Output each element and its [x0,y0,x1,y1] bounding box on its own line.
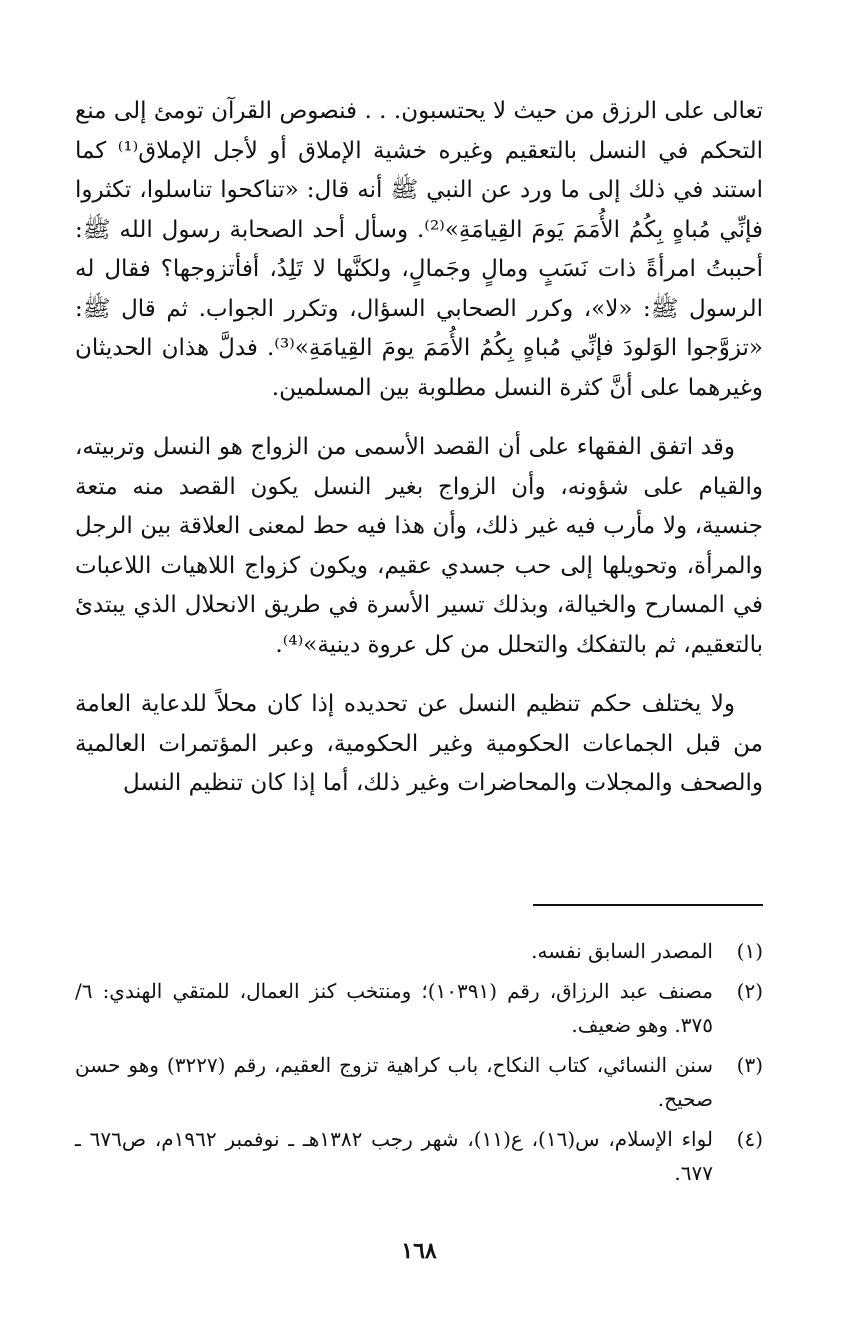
footnote-text: لواء الإسلام، س(١٦)، ع(١١)، شهر رجب ١٣٨٢هـ ـ نوفمبر ١٩٦٢م، ص٦٧٦ ـ ٦٧٧. [75,1127,713,1185]
page-number: ١٦٨ [401,1238,437,1264]
paragraph-1: تعالى على الرزق من حيث لا يحتسبون. . . فنصوص القرآن تومئ إلى منع التحكم في النسل بالتعقيم وغيره خشية الإملاق أو لأجل الإملاق⁽¹⁾ كما استند في ذلك إلى ما ورد عن النبي ﷺ أنه قال: «تناكحوا تناسلوا، تكثروا فإنِّي مُباهٍ بِكُمُ الأُمَمَ يَومَ القِيامَةِ»⁽²⁾. وسأل أحد الصحابة رسول الله ﷺ: أحببتُ امرأةً ذات نَسَبٍ ومالٍ وجَمالٍ، ولكنَّها لا تَلِدُ، أفأتزوجها؟ فقال له الرسول ﷺ: «لا»، وكرر الصحابي السؤال، وتكرر الجواب. ثم قال ﷺ: «تزوَّجوا الوَلودَ فإنِّي مُباهٍ بِكُمُ الأُمَمَ يومَ القِيامَةِ»⁽³⁾. فدلَّ هذان الحديثان وغيرهما على أنَّ كثرة النسل مطلوبة بين المسلمين. [75,98,763,401]
footnote-number: (٣) [736,1053,763,1077]
footnotes [75,934,763,1196]
footnote-number: (١) [736,939,763,963]
footnote-number: (٤) [736,1127,763,1151]
main-text [75,92,763,804]
page-content [75,92,763,1264]
footnote-number: (٢) [736,979,763,1003]
footnote-text: المصدر السابق نفسه. [531,939,713,963]
footnote-item [75,974,763,1042]
footnote-item [75,1122,763,1190]
footnote-item [75,1048,763,1116]
paragraph-2: وقد اتفق الفقهاء على أن القصد الأسمى من الزواج هو النسل وتربيته، والقيام على شؤونه، وأن الزواج بغير النسل يكون القصد منه متعة جنسية، ولا مأرب فيه غير ذلك، وأن هذا فيه حط لمعنى العلاقة بين الرجل والمرأة، وتحويلها إلى حب جسدي عقيم، ويكون كزواج اللاهيات اللاعبات في المسارح والخيالة، وبذلك تسير الأسرة في طريق الانحلال الذي يبتدئ بالتعقيم، ثم بالتفكك والتحلل من كل عروة دينية»⁽⁴⁾. [75,434,763,658]
footnote-item [75,934,763,968]
footnote-text: مصنف عبد الرزاق، رقم (١٠٣٩١)؛ ومنتخب كنز العمال، للمتقي الهندي: ٦/ ٣٧٥. وهو ضعيف. [75,979,713,1037]
paragraph-3: ولا يختلف حكم تنظيم النسل عن تحديده إذا كان محلاً للدعاية العامة من قبل الجماعات الحكومية وغير الحكومية، وعبر المؤتمرات العالمية والصحف والمجلات والمحاضرات وغير ذلك، أما إذا كان تنظيم النسل [75,691,763,796]
footnote-divider [533,904,763,906]
footnote-text: سنن النسائي، كتاب النكاح، باب كراهية تزوج العقيم، رقم (٣٢٢٧) وهو حسن صحيح. [75,1053,713,1111]
